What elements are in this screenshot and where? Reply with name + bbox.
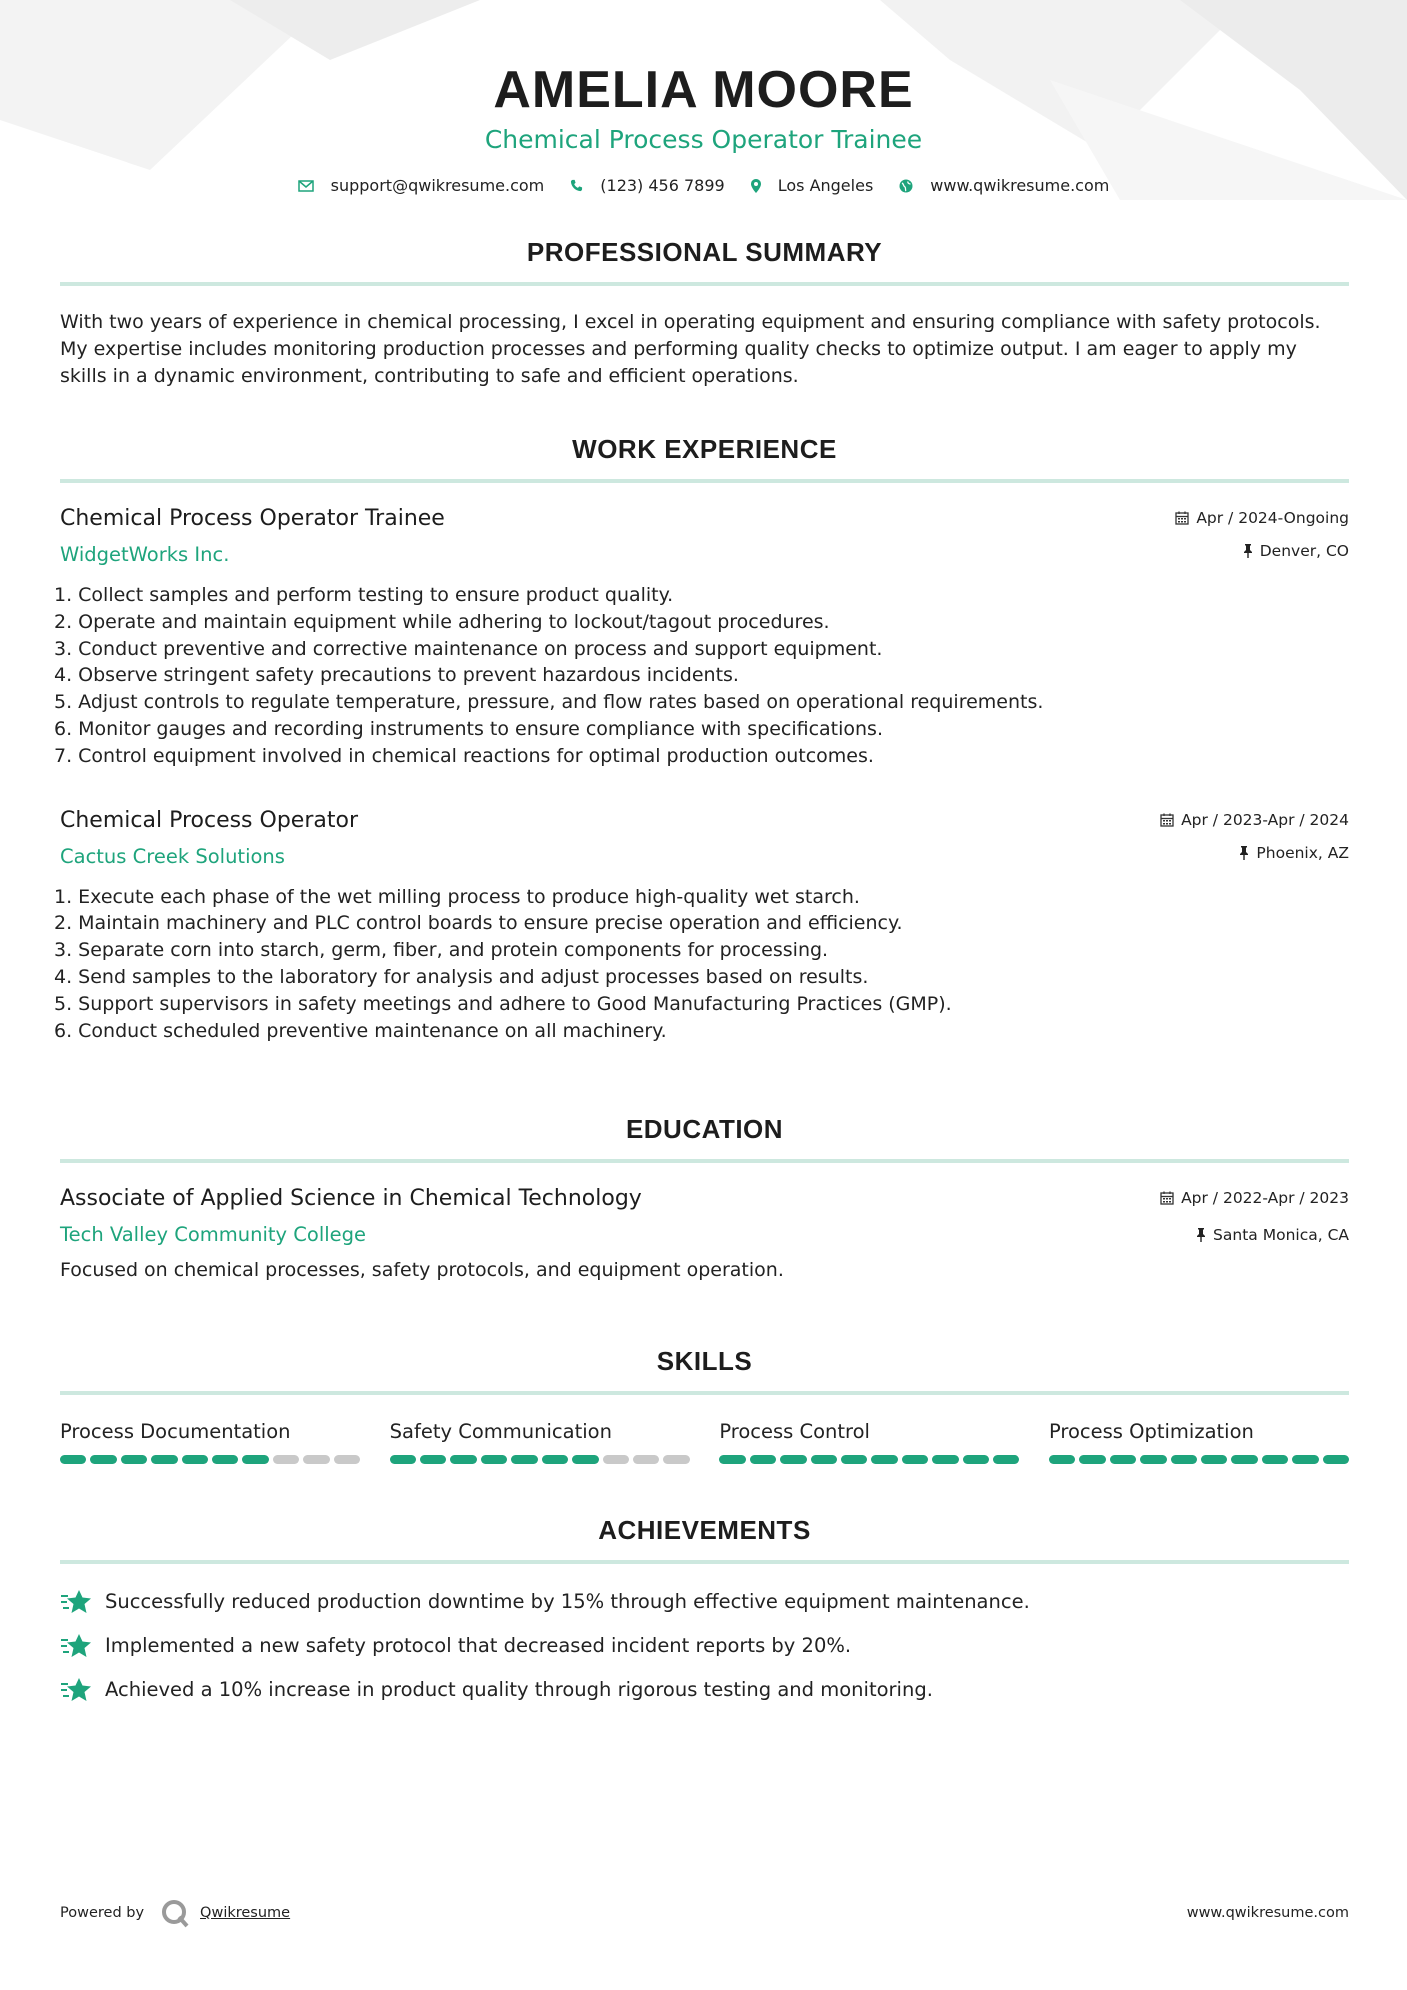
contact-email-text: support@qwikresume.com: [330, 176, 545, 195]
contact-location: [751, 176, 874, 195]
skill-segment-empty: [334, 1455, 360, 1464]
footer-website[interactable]: www.qwikresume.com: [1186, 1905, 1349, 1921]
education-dates-text: Apr / 2022-Apr / 2023: [1181, 1189, 1349, 1207]
star-icon: [60, 1677, 92, 1703]
list-item: 4. Send samples to the laboratory for analysis and adjust processes based on results.: [54, 965, 869, 988]
achievement-text: Implemented a new safety protocol that decreased incident reports by 20%.: [105, 1634, 852, 1657]
list-item: 6. Conduct scheduled preventive maintenance on all machinery.: [54, 1019, 667, 1042]
job-dates-text: Apr / 2024-Ongoing: [1196, 509, 1349, 527]
job-dates: [1160, 810, 1349, 830]
skill-item: [390, 1419, 690, 1464]
job-entry: [54, 505, 1349, 770]
skills-heading: SKILLS: [60, 1346, 1349, 1395]
skill-segment-filled: [932, 1455, 958, 1464]
achievements-list: [60, 1588, 1349, 1704]
education-dates: [1160, 1188, 1349, 1208]
job-dates-text: Apr / 2023-Apr / 2024: [1181, 810, 1349, 829]
job-location-text: Phoenix, AZ: [1256, 843, 1349, 862]
list-item: 2. Maintain machinery and PLC control boards to ensure precise operation and efficiency.: [54, 912, 903, 935]
skill-segment-filled: [811, 1455, 837, 1464]
pushpin-icon: [1243, 544, 1253, 558]
skill-item: [1049, 1419, 1349, 1464]
list-item: 4. Observe stringent safety precautions to prevent hazardous incidents.: [54, 664, 739, 687]
job-title: Chemical Process Operator: [60, 807, 358, 833]
school-name: Tech Valley Community College: [60, 1223, 367, 1246]
job-meta: [1160, 810, 1349, 863]
phone-icon: [570, 179, 583, 192]
education-description: Focused on chemical processes, safety protocols, and equipment operation.: [60, 1259, 784, 1281]
skill-segment-filled: [481, 1455, 507, 1464]
skill-segment-filled: [420, 1455, 446, 1464]
list-item: 2. Operate and maintain equipment while adhering to lockout/tagout procedures.: [54, 610, 830, 633]
skill-segment-filled: [60, 1455, 86, 1464]
skill-level-bar: [60, 1455, 360, 1464]
skills-list: [60, 1419, 1349, 1464]
job-bullets: [54, 582, 1349, 770]
skill-segment-filled: [90, 1455, 116, 1464]
job-meta: [1175, 508, 1349, 561]
education-section: [60, 1114, 1349, 1284]
contact-website-text: www.qwikresume.com: [930, 176, 1110, 195]
skill-segment-filled: [572, 1455, 598, 1464]
pushpin-icon: [1239, 846, 1249, 860]
list-item: 5. Support supervisors in safety meetings and adhere to Good Manufacturing Practices (GMP).: [54, 992, 952, 1015]
skill-segment-filled: [1171, 1455, 1197, 1464]
skill-segment-filled: [902, 1455, 928, 1464]
achievement-text: Achieved a 10% increase in product quality through rigorous testing and monitoring.: [105, 1678, 933, 1701]
skill-segment-filled: [1049, 1455, 1075, 1464]
contact-email[interactable]: [298, 176, 545, 195]
map-pin-icon: [751, 179, 761, 193]
skill-segment-empty: [603, 1455, 629, 1464]
skill-name: Process Control: [719, 1420, 870, 1443]
skill-level-bar: [1049, 1455, 1349, 1464]
skill-segment-empty: [303, 1455, 329, 1464]
list-item: 3. Conduct preventive and corrective maintenance on process and support equipment.: [54, 637, 883, 660]
candidate-role: Chemical Process Operator Trainee: [484, 125, 923, 154]
job-location-text: Denver, CO: [1259, 542, 1349, 560]
skill-segment-filled: [750, 1455, 776, 1464]
contact-location-text: Los Angeles: [777, 176, 874, 195]
envelope-icon: [298, 180, 314, 192]
skill-segment-filled: [1262, 1455, 1288, 1464]
page-footer: [60, 1898, 1349, 1928]
star-icon: [60, 1589, 92, 1615]
brand-link[interactable]: Qwikresume: [200, 1905, 291, 1921]
skill-segment-filled: [212, 1455, 238, 1464]
skill-segment-filled: [993, 1455, 1019, 1464]
skill-segment-empty: [633, 1455, 659, 1464]
skill-item: [719, 1419, 1019, 1464]
skill-segment-filled: [719, 1455, 745, 1464]
education-heading: EDUCATION: [60, 1114, 1349, 1163]
skill-segment-filled: [1201, 1455, 1227, 1464]
candidate-name: AMELIA MOORE: [493, 61, 914, 119]
list-item: 6. Monitor gauges and recording instruments to ensure compliance with specifications.: [54, 717, 883, 740]
globe-icon: [899, 179, 913, 193]
job-dates: [1175, 508, 1349, 528]
skill-segment-filled: [841, 1455, 867, 1464]
calendar-icon: [1175, 511, 1189, 525]
achievement-item: [60, 1676, 1349, 1704]
skill-segment-filled: [1110, 1455, 1136, 1464]
education-meta: [1160, 1188, 1349, 1245]
achievement-item: [60, 1588, 1349, 1616]
skill-segment-filled: [1079, 1455, 1105, 1464]
experience-heading: WORK EXPERIENCE: [60, 434, 1349, 483]
education-location-text: Santa Monica, CA: [1213, 1226, 1349, 1244]
education-location: [1160, 1225, 1349, 1245]
skill-segment-filled: [390, 1455, 416, 1464]
skill-segment-filled: [242, 1455, 268, 1464]
job-location: [1175, 541, 1349, 561]
skill-segment-empty: [273, 1455, 299, 1464]
contact-bar: [0, 176, 1407, 195]
achievements-section: [60, 1515, 1349, 1720]
achievement-item: [60, 1632, 1349, 1660]
skill-segment-filled: [450, 1455, 476, 1464]
skill-segment-filled: [1140, 1455, 1166, 1464]
skill-level-bar: [390, 1455, 690, 1464]
experience-section: [54, 434, 1349, 1044]
list-item: 3. Separate corn into starch, germ, fiber, and protein components for processing.: [54, 939, 829, 962]
star-icon: [60, 1633, 92, 1659]
contact-phone-text: (123) 456 7899: [600, 176, 725, 195]
company-name: WidgetWorks Inc.: [60, 543, 230, 566]
calendar-icon: [1160, 813, 1174, 827]
skill-segment-filled: [182, 1455, 208, 1464]
skill-segment-filled: [151, 1455, 177, 1464]
calendar-icon: [1160, 1191, 1174, 1205]
company-name: Cactus Creek Solutions: [60, 844, 285, 868]
achievements-heading: ACHIEVEMENTS: [60, 1515, 1349, 1564]
skill-segment-filled: [780, 1455, 806, 1464]
skill-segment-empty: [663, 1455, 689, 1464]
qwikresume-logo-icon: [160, 1898, 190, 1928]
skill-segment-filled: [1231, 1455, 1257, 1464]
list-item: 1. Execute each phase of the wet milling process to produce high-quality wet starch.: [54, 885, 860, 908]
skill-segment-filled: [121, 1455, 147, 1464]
summary-heading: PROFESSIONAL SUMMARY: [60, 237, 1349, 286]
powered-by: [60, 1898, 290, 1928]
skill-name: Safety Communication: [389, 1420, 612, 1443]
skill-segment-filled: [511, 1455, 537, 1464]
list-item: 5. Adjust controls to regulate temperature, pressure, and flow rates based on operational requirements.: [54, 691, 1044, 714]
powered-by-label: Powered by: [60, 1905, 145, 1921]
achievement-text: Successfully reduced production downtime by 15% through effective equipment maintenance.: [105, 1590, 1030, 1613]
list-item: 7. Control equipment involved in chemical reactions for optimal production outcomes.: [54, 744, 874, 767]
skill-segment-filled: [542, 1455, 568, 1464]
skill-level-bar: [719, 1455, 1019, 1464]
job-entry: [54, 807, 1349, 1045]
skill-segment-filled: [871, 1455, 897, 1464]
skills-section: [60, 1346, 1349, 1464]
list-item: 1. Collect samples and perform testing to ensure product quality.: [54, 584, 674, 606]
skill-name: Process Documentation: [60, 1420, 291, 1443]
summary-section: [60, 237, 1349, 390]
skill-segment-filled: [1292, 1455, 1318, 1464]
resume-header: [0, 0, 1407, 195]
skill-item: [60, 1419, 360, 1464]
pushpin-icon: [1196, 1228, 1206, 1242]
contact-website[interactable]: [899, 176, 1109, 195]
skill-segment-filled: [963, 1455, 989, 1464]
contact-phone[interactable]: [570, 176, 724, 195]
skill-segment-filled: [1323, 1455, 1349, 1464]
summary-text: With two years of experience in chemical processing, I excel in operating equipment and ensuring compliance with safety protocols. My expertise includes monitoring production processes and performing quality checks to optimize output. I am eager to apply my skills in a dynamic environment, contributing to safe and efficient operations.: [60, 311, 1321, 387]
education-entry: [60, 1185, 1349, 1284]
degree-title: Associate of Applied Science in Chemical Technology: [60, 1186, 642, 1211]
job-bullets: [54, 884, 1349, 1045]
skill-name: Process Optimization: [1048, 1420, 1254, 1443]
job-location: [1160, 843, 1349, 863]
job-title: Chemical Process Operator Trainee: [60, 506, 445, 531]
